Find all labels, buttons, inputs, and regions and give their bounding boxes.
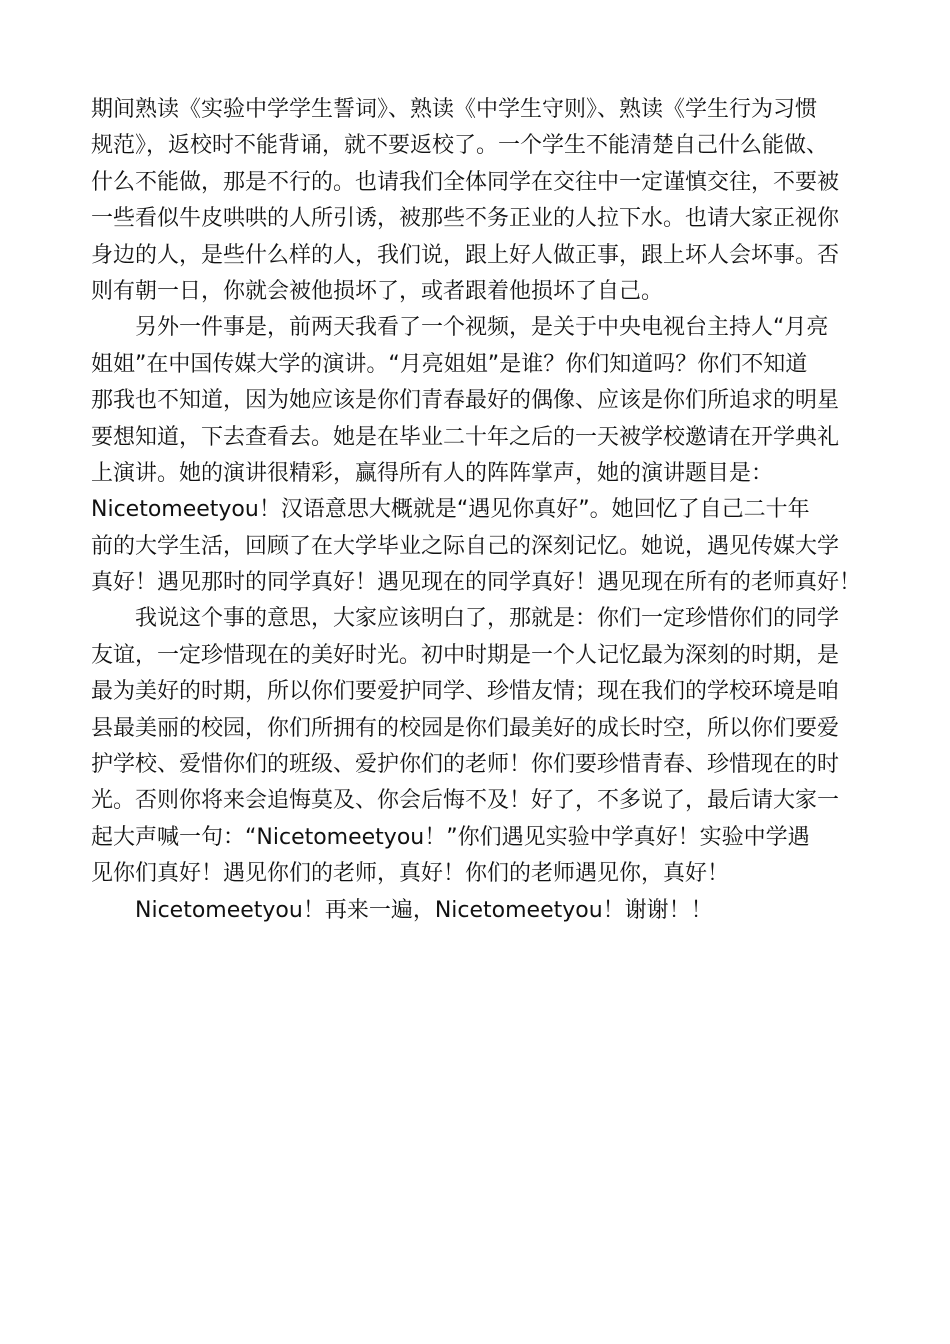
text-line: 起大声喊一句：“Nicetomeetyou！”你们遇见实验中学真好！实验中学遇 bbox=[91, 824, 810, 850]
text-line: Nicetomeetyou！汉语意思大概就是“遇见你真好”。她回忆了自己二十年 bbox=[91, 497, 810, 523]
text-line: 前的大学生活，回顾了在大学毕业之际自己的深刻记忆。她说，遇见传媒大学 bbox=[91, 533, 840, 559]
text-line: 最为美好的时期，所以你们要爱护同学、珍惜友情；现在我们的学校环境是咱 bbox=[91, 679, 840, 705]
paragraph bbox=[91, 310, 861, 601]
paragraph bbox=[91, 92, 861, 310]
paragraph bbox=[91, 893, 861, 929]
text-line: 姐姐”在中国传媒大学的演讲。“月亮姐姐”是谁？你们知道吗？你们不知道 bbox=[91, 351, 808, 377]
text-line: 友谊，一定珍惜现在的美好时光。初中时期是一个人记忆最为深刻的时期，是 bbox=[91, 642, 840, 668]
text-line: 什么不能做，那是不行的。也请我们全体同学在交往中一定谨慎交往，不要被 bbox=[91, 169, 840, 195]
text-line: 一些看似牛皮哄哄的人所引诱，被那些不务正业的人拉下水。也请大家正视你 bbox=[91, 206, 840, 232]
text-line: 真好！遇见那时的同学真好！遇见现在的同学真好！遇见现在所有的老师真好！ bbox=[91, 570, 862, 596]
text-line: 期间熟读《实验中学学生誓词》、熟读《中学生守则》、熟读《学生行为习惯 bbox=[91, 97, 818, 122]
paragraph bbox=[91, 601, 861, 892]
text-line: 要想知道，下去查看去。她是在毕业二十年之后的一天被学校邀请在开学典礼 bbox=[91, 424, 840, 450]
text-line: 那我也不知道，因为她应该是你们青春最好的偶像、应该是你们所追求的明星 bbox=[91, 388, 840, 414]
text-line: 则有朝一日，你就会被他损坏了，或者跟着他损坏了自己。 bbox=[91, 278, 664, 304]
text-line: 规范》，返校时不能背诵，就不要返校了。一个学生不能清楚自己什么能做、 bbox=[91, 133, 829, 159]
text-line: 上演讲。她的演讲很精彩，赢得所有人的阵阵掌声，她的演讲题目是： bbox=[91, 460, 774, 486]
text-line: 护学校、爱惜你们的班级、爱护你们的老师！你们要珍惜青春、珍惜现在的时 bbox=[91, 752, 840, 778]
text-line: 见你们真好！遇见你们的老师，真好！你们的老师遇见你，真好！ bbox=[91, 861, 730, 887]
text-line: 县最美丽的校园，你们所拥有的校园是你们最美好的成长时空，所以你们要爱 bbox=[91, 715, 840, 741]
text-line: 我说这个事的意思，大家应该明白了，那就是：你们一定珍惜你们的同学 bbox=[135, 606, 840, 632]
text-line: Nicetomeetyou！再来一遍，Nicetomeetyou！谢谢！！ bbox=[135, 897, 713, 923]
document-body bbox=[91, 92, 861, 929]
text-line: 光。否则你将来会追悔莫及、你会后悔不及！好了，不多说了，最后请大家一 bbox=[91, 788, 840, 814]
text-line: 身边的人，是些什么样的人，我们说，跟上好人做正事，跟上坏人会坏事。否 bbox=[91, 242, 840, 268]
text-line: 另外一件事是，前两天我看了一个视频，是关于中央电视台主持人“月亮 bbox=[135, 315, 829, 341]
